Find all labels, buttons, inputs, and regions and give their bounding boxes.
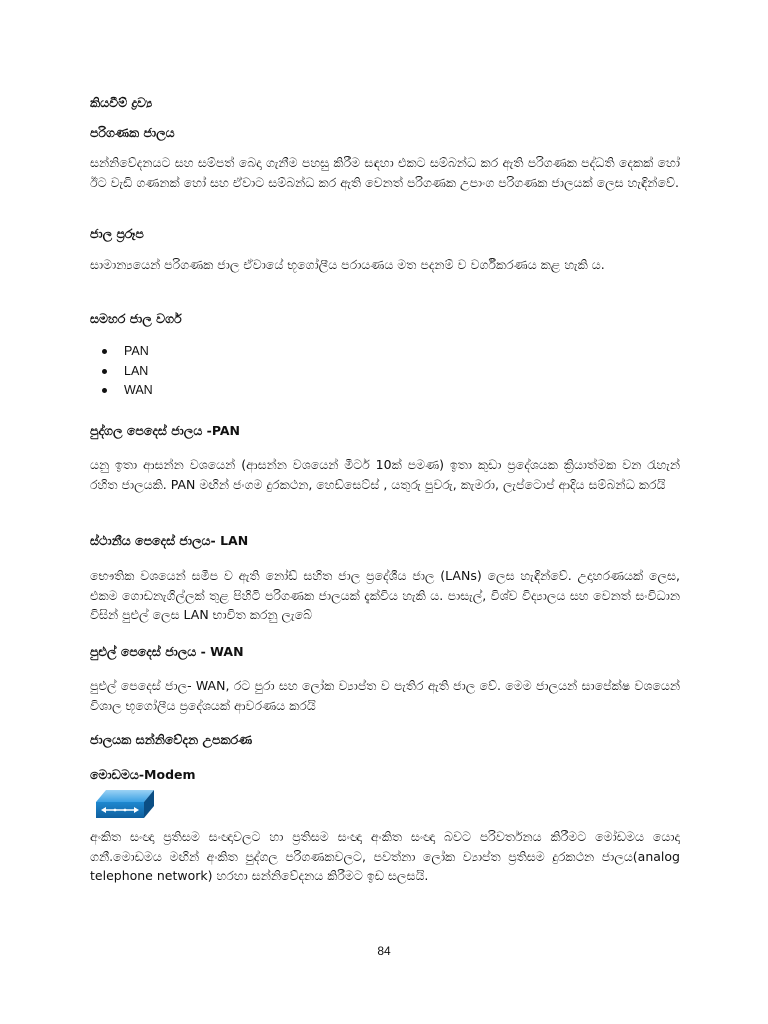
section-pan-body bbox=[90, 455, 680, 494]
network-types-list-wrap bbox=[90, 342, 680, 401]
section-network-types bbox=[90, 310, 680, 328]
section-title: ස්ථානීය පෙදෙස් ජාලය- LAN bbox=[90, 533, 249, 548]
section-lan bbox=[90, 532, 680, 550]
section-wan-body bbox=[90, 676, 680, 715]
section-network-devices bbox=[90, 731, 680, 749]
section-wan bbox=[90, 643, 680, 661]
section-network-topology-body bbox=[90, 255, 680, 275]
paragraph: යනු ඉතා ආසන්න වශයෙන් (ආසන්න වශයෙන් මීටර් 10ක් පමණ) ඉතා කුඩා ප්‍රදේශයක ක්‍රියාත්මක වන රැහැන් රහිත ජාලයකි. PAN මඟින් ජංගම දුරකථන, හෙඩ්සෙට්ස් , යතුරු පුවරු, කැමරා, ලැප්ටොප් ආදිය සම්බන්ධ කරයි bbox=[90, 457, 680, 492]
section-modem-body bbox=[90, 827, 680, 886]
section-lan-body bbox=[90, 566, 680, 625]
section-title: ජාල ප්‍රරූප bbox=[90, 226, 144, 241]
modem-icon bbox=[94, 788, 156, 822]
section-title: පුද්ගල පෙදෙස් ජාලය -PAN bbox=[90, 423, 241, 438]
list-item: PAN bbox=[90, 342, 680, 362]
page-number: 84 bbox=[377, 944, 391, 958]
section-title: සමහර ජාල වර්ග bbox=[90, 311, 182, 326]
section-title: පරිගණක ජාලය bbox=[90, 125, 175, 140]
paragraph: අංකිත සංඥා ප්‍රතිසම සංඥාවලට හා ප්‍රතිසම සංඥා අංකිත සංඥා බවට පරිවර්තනය කිරීමට මෝඩමය යොදා ගනී.මොඩමය මඟින් අංකිත පුද්ගල පරිගණකවලට, පවත්නා ලෝක ව්‍යාප්ත ප්‍රතිසම දුරකථන ජාලය(analog telephone network) හරහා සන්නිවේදනය කිරීමට ඉඩ සලසයි. bbox=[90, 829, 680, 883]
section-pan bbox=[90, 422, 680, 440]
section-title: ජාලයක සන්නිවේදන උපකරණ bbox=[90, 732, 253, 747]
paragraph: භෞතික වශයෙන් සමීප ව ඇති නෝඩ් සහිත ජාල ප්‍රදේශීය ජාල (LANs) ලෙස හැඳින්වේ. උදාහරණයක් ලෙස, එකම ගොඩනැගිල්ලක් තුළ පිහිටි පරිගණක ජාලයක් දැක්විය හැකි ය. පාසැල්, විශ්ව විද්‍යාලය සහ වෙනත් සංවිධාන විසින් පුළුල් ලෙස LAN භාවිත කරනු ලැබේ bbox=[90, 568, 680, 622]
list-item: WAN bbox=[90, 381, 680, 401]
paragraph: පුළුල් පෙදෙස් ජාල- WAN, රට පුරා සහ ලෝක ව්‍යාප්ත ව පැතිර ඇති ජාල වේ. මෙම ජාලයන් සාපේක්ෂ වශයෙන් විශාල භූගෝලීය ප්‍රදේශයක් ආවරණය කරයි bbox=[90, 678, 680, 713]
section-computer-network bbox=[90, 124, 680, 142]
network-types-list bbox=[90, 342, 680, 401]
reading-material-heading-block bbox=[90, 94, 680, 112]
list-item: LAN bbox=[90, 362, 680, 382]
section-title: මොඩමය-Modem bbox=[90, 767, 196, 782]
section-network-topology bbox=[90, 225, 680, 243]
section-title: පුළුල් පෙදෙස් ජාලය - WAN bbox=[90, 644, 244, 659]
section-computer-network-body bbox=[90, 153, 680, 192]
section-modem bbox=[90, 766, 680, 784]
paragraph: සන්නිවේදනයට සහ සම්පත් බෙදා ගැනීම පහසු කිරීම සඳහා එකට සම්බන්ධ කර ඇති පරිගණක පද්ධති දෙකක් හෝ ඊට වැඩි ගණනක් හෝ සහ ඒවාට සම්බන්ධ කර ඇති වෙනත් පරිගණක උපාංග පරිගණක ජාලයක් ලෙස හැඳින්වේ. bbox=[90, 155, 680, 190]
reading-material-heading: කියවීම් ද්‍රව්‍ය bbox=[90, 95, 153, 110]
paragraph: සාමාන්‍යයෙන් පරිගණක ජාල ඒවායේ භූගෝලීය පරායණය මත පදනම් ව වර්ගීකරණය කළ හැකි ය. bbox=[90, 257, 605, 272]
